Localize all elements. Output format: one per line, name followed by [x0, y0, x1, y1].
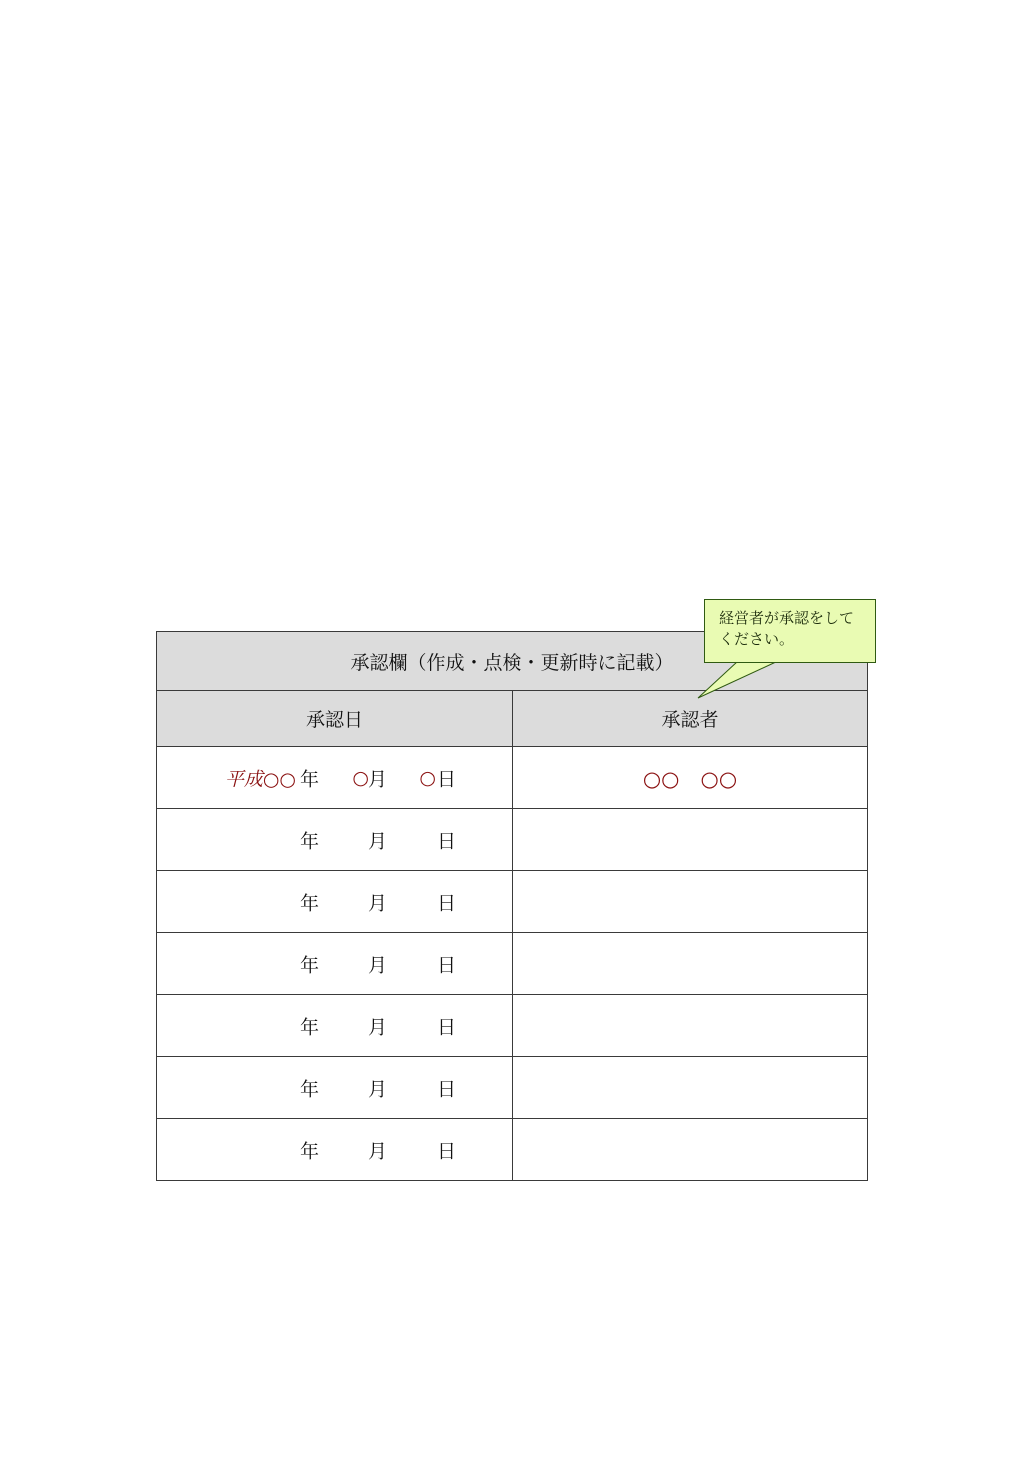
approval-header-row: [157, 691, 868, 747]
approval-row: [157, 933, 868, 995]
approval-row: [157, 1119, 868, 1181]
approval-row: [157, 747, 868, 809]
approver-cell[interactable]: [513, 995, 868, 1057]
date-month-label: 月: [368, 830, 388, 852]
date-month-label: 月: [368, 892, 388, 914]
approval-date-cell[interactable]: [157, 747, 513, 809]
date-day-label: 日: [437, 1078, 457, 1100]
approval-date-cell[interactable]: [157, 933, 513, 995]
date-month-label: 月: [368, 768, 388, 790]
approver-cell[interactable]: [513, 1119, 868, 1181]
date-year-label: 年: [300, 892, 320, 914]
approval-row: [157, 871, 868, 933]
date-month-value: ○: [352, 766, 369, 789]
date-year-label: 年: [300, 1140, 320, 1162]
approval-row: [157, 1057, 868, 1119]
approval-date-cell[interactable]: [157, 871, 513, 933]
date-year-label: 年: [300, 830, 320, 852]
date-year-label: 年: [300, 768, 320, 790]
date-year-label: 年: [300, 1078, 320, 1100]
date-year-label: 年: [300, 954, 320, 976]
approval-date-cell[interactable]: [157, 1057, 513, 1119]
date-day-label: 日: [437, 1016, 457, 1038]
date-month-label: 月: [368, 1016, 388, 1038]
approver-cell[interactable]: [513, 1057, 868, 1119]
approval-row: [157, 995, 868, 1057]
approver-cell[interactable]: [513, 933, 868, 995]
date-month-label: 月: [368, 1078, 388, 1100]
date-day-label: 日: [437, 830, 457, 852]
approval-date-cell[interactable]: [157, 995, 513, 1057]
date-month-label: 月: [368, 1140, 388, 1162]
date-month-label: 月: [368, 954, 388, 976]
callout-text: 経営者が承認をしてください。: [719, 609, 855, 648]
date-year-label: 年: [300, 1016, 320, 1038]
approver-header: 承認者: [513, 691, 868, 747]
date-day-label: 日: [437, 954, 457, 976]
date-era-value: 平成○○: [224, 768, 296, 790]
callout-note: [704, 599, 876, 663]
approver-cell[interactable]: [513, 871, 868, 933]
approver-cell[interactable]: ○○ ○○: [513, 747, 868, 809]
date-day-label: 日: [437, 892, 457, 914]
approval-row: [157, 809, 868, 871]
date-day-label: 日: [437, 1140, 457, 1162]
approval-table-title: 承認欄（作成・点検・更新時に記載）: [157, 632, 868, 691]
approver-cell[interactable]: [513, 809, 868, 871]
approval-date-cell[interactable]: [157, 1119, 513, 1181]
date-day-label: 日: [437, 768, 457, 790]
approval-date-header: 承認日: [157, 691, 513, 747]
approval-date-cell[interactable]: [157, 809, 513, 871]
date-day-value: ○: [419, 766, 436, 789]
approval-table: [156, 631, 868, 1181]
